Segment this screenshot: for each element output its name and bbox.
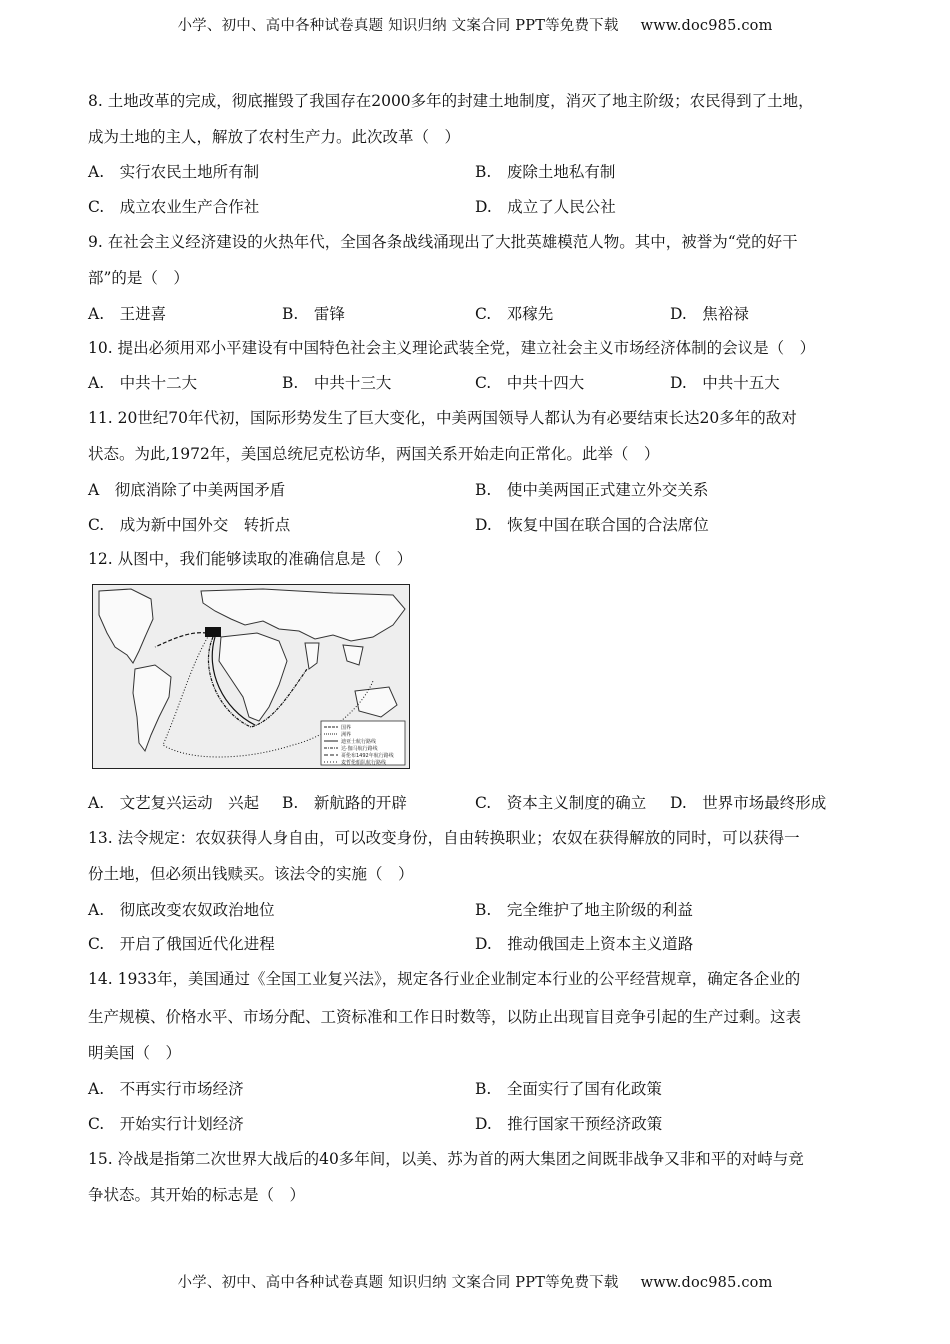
- q14-option-c[interactable]: C. 开始实行计划经济: [88, 1115, 244, 1133]
- q11-option-c[interactable]: C. 成为新中国外交 转折点: [88, 516, 291, 534]
- q14-option-a[interactable]: A. 不再实行市场经济: [88, 1080, 244, 1098]
- header-text: 小学、初中、高中各种试卷真题 知识归纳 文案合同 PPT等免费下载: [177, 18, 619, 34]
- legend-3: 迪亚士航行路线: [341, 739, 377, 745]
- q12-option-d[interactable]: D. 世界市场最终形成: [670, 794, 827, 812]
- page-footer: [0, 1271, 950, 1292]
- q10-option-d[interactable]: D. 中共十五大: [670, 374, 780, 392]
- q14-option-b[interactable]: B. 全面实行了国有化政策: [475, 1080, 662, 1098]
- q9-stem-line1: 9. 在社会主义经济建设的火热年代，全国各条战线涌现出了大批英雄模范人物。其中，被誉为“党的好干: [88, 233, 798, 251]
- q10-option-a[interactable]: A. 中共十二大: [88, 374, 198, 392]
- q13-stem-line2: 份土地，但必须出钱赎买。该法令的实施（ ）: [88, 865, 414, 883]
- q11-option-a[interactable]: A 彻底消除了中美两国矛盾: [88, 481, 286, 499]
- q11-option-b[interactable]: B. 使中美两国正式建立外交关系: [475, 481, 709, 499]
- q8-option-c[interactable]: C. 成立农业生产合作社: [88, 198, 260, 216]
- q8-stem-line2: 成为土地的主人，解放了农村生产力。此次改革（ ）: [88, 128, 461, 146]
- q8-option-a[interactable]: A. 实行农民土地所有制: [88, 163, 260, 181]
- q14-stem-line1: 14. 1933年，美国通过《全国工业复兴法》，规定各行业企业制定本行业的公平经营规章，确定各企业的: [88, 970, 801, 988]
- q9-stem-line2: 部”的是（ ）: [88, 269, 189, 287]
- q12-option-a[interactable]: A. 文艺复兴运动 兴起: [88, 794, 260, 812]
- legend-2: 洲界: [341, 732, 352, 738]
- page-header: [0, 14, 950, 35]
- footer-site-link[interactable]: www.doc985.com: [640, 1275, 773, 1291]
- q15-stem-line1: 15. 冷战是指第二次世界大战后的40多年间，以美、苏为首的两大集团之间既非战争又非和平的对峙与竞: [88, 1150, 804, 1168]
- q14-stem-line3: 明美国（ ）: [88, 1044, 182, 1062]
- legend-4: 达·伽马航行路线: [341, 746, 378, 752]
- q8-option-b[interactable]: B. 废除土地私有制: [475, 163, 616, 181]
- q8-stem-line1: 8. 土地改革的完成，彻底摧毁了我国存在2000多年的封建土地制度，消灭了地主阶级；农民得到了土地，: [88, 92, 814, 110]
- new-sea-routes-map: [92, 584, 410, 769]
- q10-stem-line1: 10. 提出必须用邓小平建设有中国特色社会主义理论武装全党，建立社会主义市场经济体制的会议是（ ）: [88, 339, 816, 357]
- q10-option-b[interactable]: B. 中共十三大: [282, 374, 392, 392]
- q13-option-b[interactable]: B. 完全维护了地主阶级的利益: [475, 901, 693, 919]
- q13-stem-line1: 13. 法令规定：农奴获得人身自由，可以改变身份，自由转换职业；农奴在获得解放的同时，可以获得一: [88, 829, 800, 847]
- q12-stem-line1: 12. 从图中，我们能够读取的准确信息是（ ）: [88, 550, 413, 568]
- q8-option-d[interactable]: D. 成立了人民公社: [475, 198, 616, 216]
- header-site-link[interactable]: www.doc985.com: [640, 18, 773, 34]
- spain-portugal-marker: [205, 627, 221, 637]
- q9-option-d[interactable]: D. 焦裕禄: [670, 305, 749, 323]
- q11-option-d[interactable]: D. 恢复中国在联合国的合法席位: [475, 516, 709, 534]
- q14-option-d[interactable]: D. 推行国家干预经济政策: [475, 1115, 663, 1133]
- legend-5: 哥伦布1492年航行路线: [341, 753, 394, 759]
- q9-option-c[interactable]: C. 邓稼先: [475, 305, 554, 323]
- footer-text: 小学、初中、高中各种试卷真题 知识归纳 文案合同 PPT等免费下载: [177, 1275, 619, 1291]
- q9-option-a[interactable]: A. 王进喜: [88, 305, 167, 323]
- legend-1: 国界: [341, 725, 352, 731]
- q13-option-a[interactable]: A. 彻底改变农奴政治地位: [88, 901, 275, 919]
- q11-stem-line1: 11. 20世纪70年代初，国际形势发生了巨大变化，中美两国领导人都认为有必要结束长达20多年的敌对: [88, 409, 797, 427]
- q11-stem-line2: 状态。为此,1972年，美国总统尼克松访华，两国关系开始走向正常化。此举（ ）: [88, 445, 660, 463]
- q15-stem-line2: 争状态。其开始的标志是（ ）: [88, 1186, 306, 1204]
- q10-option-c[interactable]: C. 中共十四大: [475, 374, 585, 392]
- q13-option-c[interactable]: C. 开启了俄国近代化进程: [88, 935, 275, 953]
- q12-option-b[interactable]: B. 新航路的开辟: [282, 794, 407, 812]
- q9-option-b[interactable]: B. 雷锋: [282, 305, 345, 323]
- q14-stem-line2: 生产规模、价格水平、市场分配、工资标准和工作日时数等，以防止出现盲目竞争引起的生产过剩。这表: [88, 1008, 802, 1026]
- q12-option-c[interactable]: C. 资本主义制度的确立: [475, 794, 647, 812]
- q13-option-d[interactable]: D. 推动俄国走上资本主义道路: [475, 935, 694, 953]
- legend-6: 麦哲伦船队航行路线: [341, 760, 387, 766]
